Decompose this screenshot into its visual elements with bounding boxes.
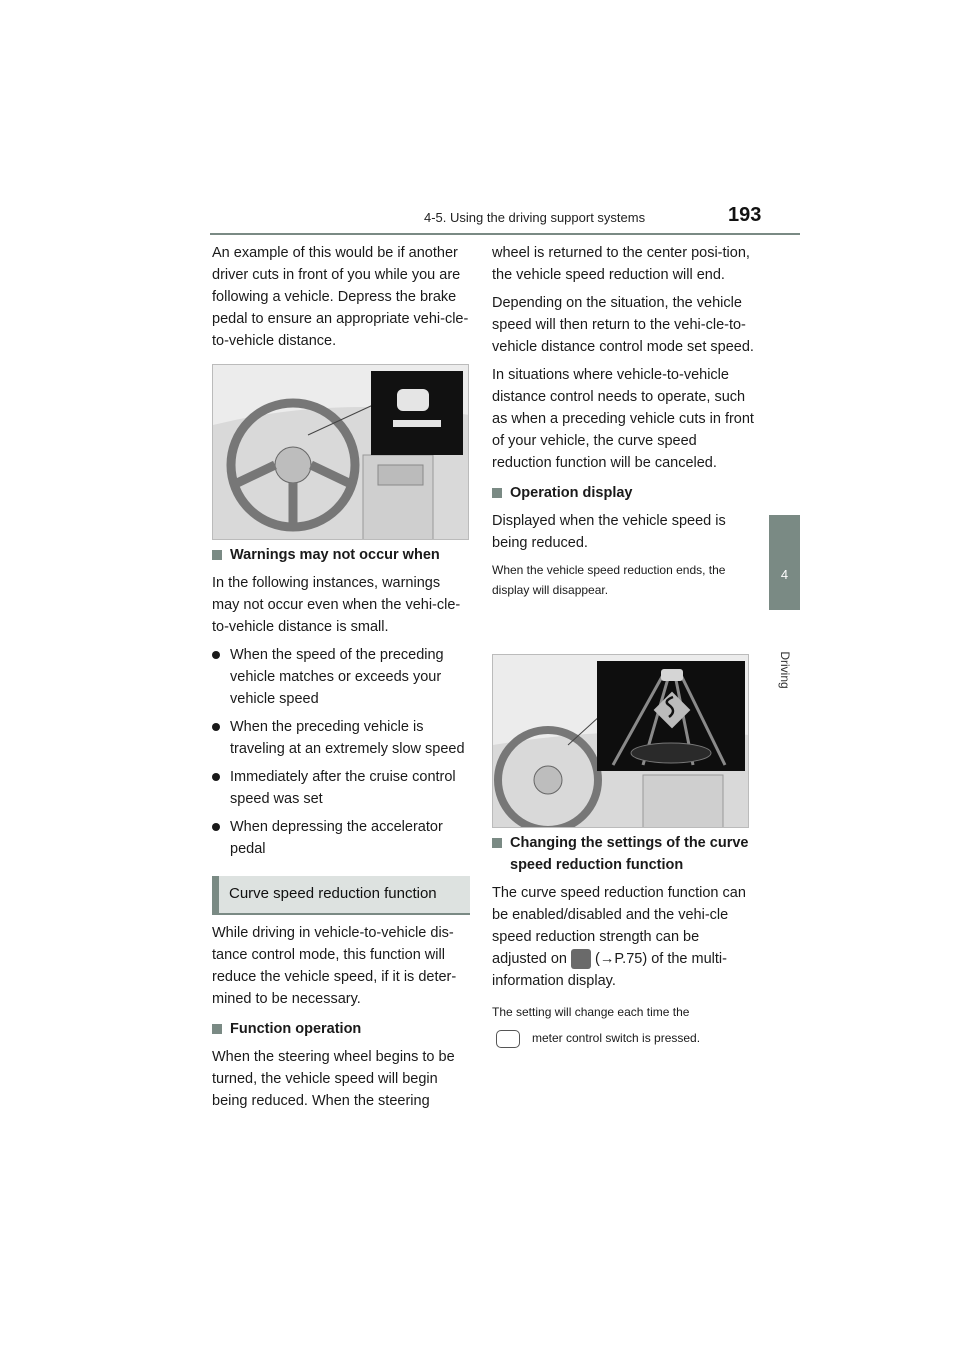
right-paragraph-1: wheel is returned to the center posi-tion, the vehicle speed reduction will end. [492, 245, 750, 283]
bullet-item [212, 644, 470, 710]
chapter-tab [769, 515, 800, 610]
meter-control-switch-icon [496, 1030, 520, 1048]
operation-display-subhead [492, 482, 754, 504]
header-rule [210, 233, 800, 235]
bullet-item [212, 716, 470, 760]
right-column-bottom [492, 832, 754, 1048]
square-bullet-icon [212, 550, 222, 560]
cockpit-drawing [213, 365, 469, 540]
bullet-item [212, 766, 470, 810]
square-bullet-icon [212, 1024, 222, 1034]
curve-intro-paragraph: While driving in vehicle-to-vehicle dis-tance control mode, this function will reduce the vehicle speed, if it is deter-mined to be necessary. [212, 925, 457, 1007]
settings-gear-icon [571, 949, 591, 969]
warnings-paragraph: In the following instances, warnings may not occur even when the vehi-cle-to-vehicle distance is small. [212, 575, 461, 635]
warnings-subhead [212, 544, 470, 566]
right-paragraph-2: Depending on the situation, the vehicle speed will then return to the vehi-cle-to-vehicle distance control mode set speed. [492, 295, 754, 355]
operation-display-paragraph: Displayed when the vehicle speed is being reduced. [492, 513, 726, 551]
operation-display-note: When the vehicle speed reduction ends, the display will disappear. [492, 563, 726, 597]
left-warnings [212, 544, 470, 860]
bullet-item [212, 816, 470, 860]
changing-settings-paragraph [492, 882, 754, 992]
square-bullet-icon [492, 488, 502, 498]
bullet-dot-icon [212, 651, 220, 659]
chapter-label [762, 640, 808, 700]
function-operation-subhead [212, 1018, 470, 1040]
warnings-subhead-text: Warnings may not occur when [230, 547, 440, 563]
bullet-dot-icon [212, 773, 220, 781]
changing-settings-text-a: The curve speed reduction function can be enabled/disabled and the vehi-cle speed reduction strength can be adjusted on [492, 885, 746, 967]
page-number: 193 [728, 204, 762, 226]
bullet-text: When depressing the accelerator pedal [230, 819, 443, 857]
chapter-label-text: Driving [778, 651, 792, 689]
left-intro [212, 242, 470, 352]
section-heading-text: Curve speed reduction function [229, 885, 437, 902]
square-bullet-icon [492, 838, 502, 848]
changing-settings-subhead [492, 832, 754, 876]
section-heading [212, 876, 470, 914]
function-operation-subhead-text: Function operation [230, 1021, 362, 1037]
right-column-top [492, 242, 754, 600]
setting-note-line-1: The setting will change each time the [492, 1005, 690, 1019]
bullet-text: When the speed of the preceding vehicle matches or exceeds your vehicle speed [230, 647, 444, 707]
operation-display-subhead-text: Operation display [510, 485, 633, 501]
left-paragraph-1: An example of this would be if another driver cuts in front of you while you are following a vehicle. Depress the brake pedal to ensure an appropriate vehi-cle-to-vehicle distance. [212, 245, 469, 349]
bullet-dot-icon [212, 723, 220, 731]
bullet-dot-icon [212, 823, 220, 831]
chapter-number: 4 [780, 567, 789, 582]
cockpit-illustration-curve [492, 654, 749, 828]
changing-settings-subhead-text: Changing the settings of the curve speed reduction function [510, 835, 749, 873]
curve-display-drawing [493, 655, 749, 828]
right-paragraph-3: In situations where vehicle-to-vehicle distance control needs to operate, such as when a preceding vehicle cuts in front of your vehicle, the curve speed reduction function will be canceled. [492, 367, 754, 471]
setting-note-line-2: meter control switch is pressed. [532, 1031, 701, 1045]
function-operation-paragraph: When the steering wheel begins to be turned, the vehicle speed will begin being reduced. When the steering [212, 1049, 455, 1109]
header-section-title: 4-5. Using the driving support systems [424, 210, 646, 225]
left-curve-section [212, 922, 470, 1112]
bullet-text: When the preceding vehicle is traveling at an extremely slow speed [230, 719, 465, 757]
bullet-text: Immediately after the cruise control speed was set [230, 769, 456, 807]
section-rule [212, 913, 470, 915]
cockpit-illustration-distance [212, 364, 469, 540]
changing-settings-text-b: (→P.75) of the multi-information display. [492, 951, 727, 989]
